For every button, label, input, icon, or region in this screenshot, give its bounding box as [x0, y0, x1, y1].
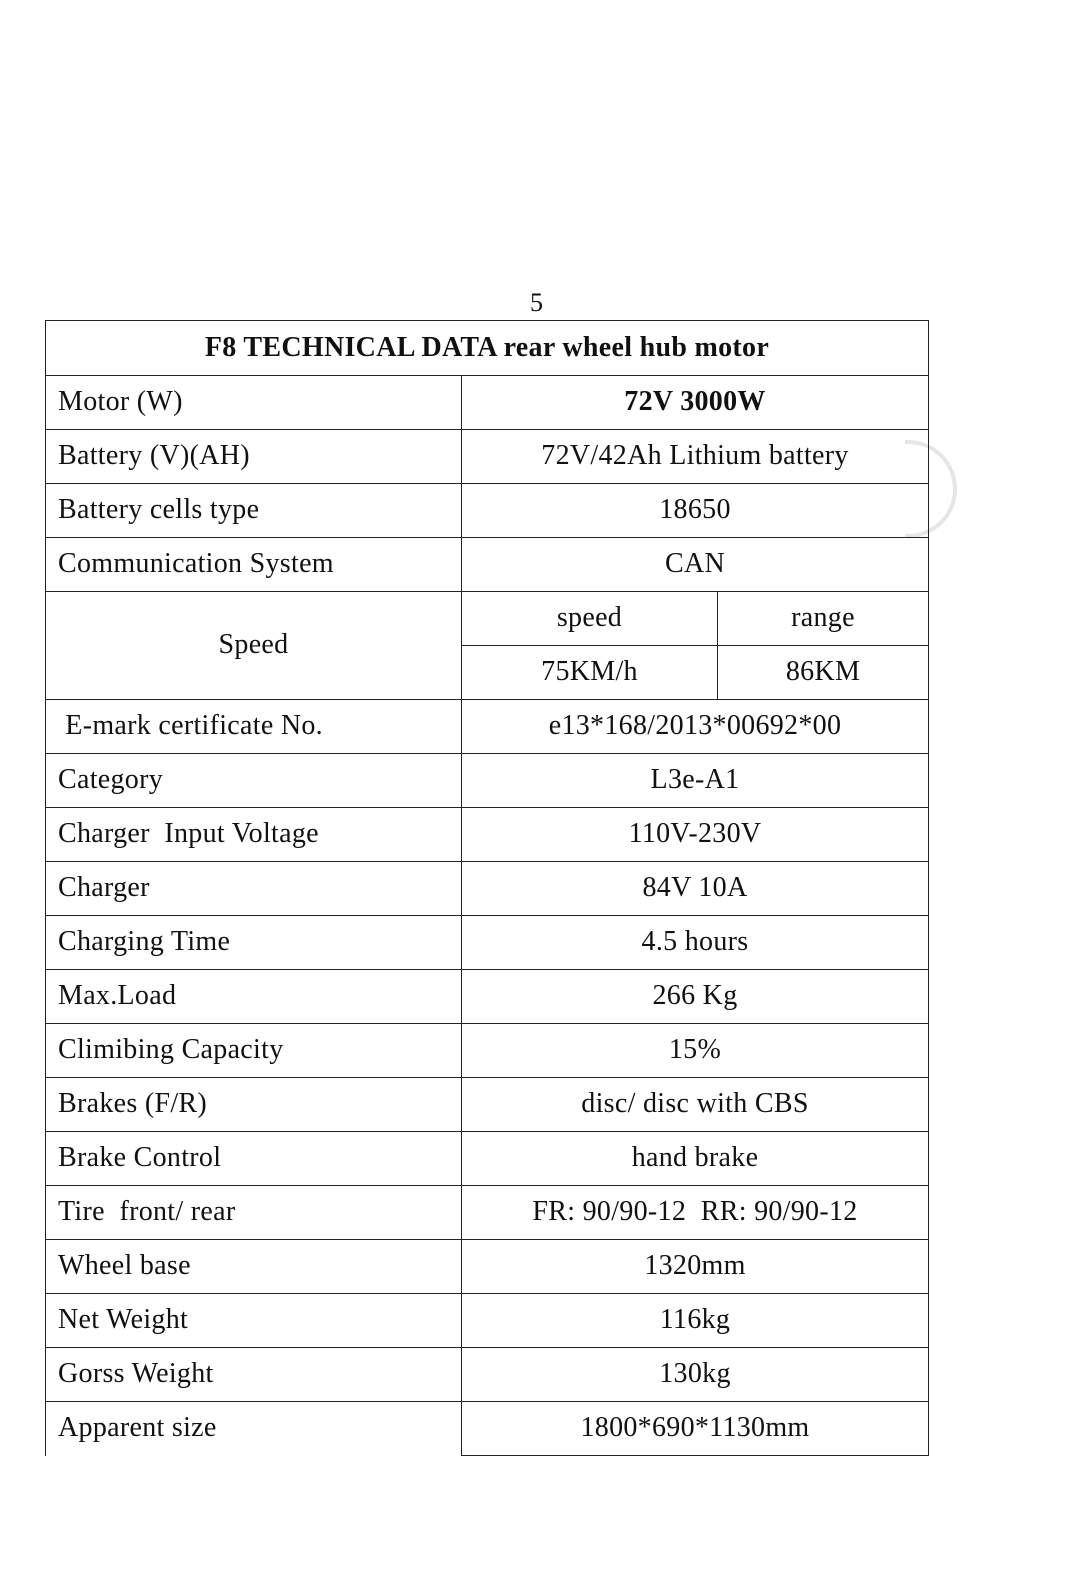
row-label-emark: E-mark certificate No.	[46, 700, 462, 754]
table-row	[46, 754, 929, 808]
range-value: 86KM	[718, 646, 929, 700]
table-row	[46, 430, 929, 484]
range-subheader: range	[718, 592, 929, 646]
technical-data-table	[45, 320, 929, 1456]
row-label-charging-time: Charging Time	[46, 916, 462, 970]
row-value-apparent-size: 1800*690*1130mm	[462, 1402, 929, 1456]
row-label-motor: Motor (W)	[46, 376, 462, 430]
row-label-category: Category	[46, 754, 462, 808]
row-label-battery: Battery (V)(AH)	[46, 430, 462, 484]
row-value-category: L3e-A1	[462, 754, 929, 808]
row-value-wheel-base: 1320mm	[462, 1240, 929, 1294]
row-value-brake-control: hand brake	[462, 1132, 929, 1186]
page-number: 5	[530, 288, 543, 317]
table-row	[46, 484, 929, 538]
row-label-gross-weight: Gorss Weight	[46, 1348, 462, 1402]
table-row	[46, 1240, 929, 1294]
row-label-climbing: Climibing Capacity	[46, 1024, 462, 1078]
table-title-row	[46, 321, 929, 376]
table-row	[46, 916, 929, 970]
row-value-communication: CAN	[462, 538, 929, 592]
row-label-wheel-base: Wheel base	[46, 1240, 462, 1294]
table-row	[46, 592, 929, 646]
row-value-climbing: 15%	[462, 1024, 929, 1078]
row-label-charger: Charger	[46, 862, 462, 916]
row-label-brakes: Brakes (F/R)	[46, 1078, 462, 1132]
row-label-tire: Tire front/ rear	[46, 1186, 462, 1240]
table-row	[46, 808, 929, 862]
table-title: F8 TECHNICAL DATA rear wheel hub motor	[46, 321, 929, 376]
row-value-brakes: disc/ disc with CBS	[462, 1078, 929, 1132]
row-label-apparent-size: Apparent size	[46, 1402, 462, 1456]
row-label-net-weight: Net Weight	[46, 1294, 462, 1348]
row-value-charger: 84V 10A	[462, 862, 929, 916]
table-row	[46, 376, 929, 430]
table-row	[46, 862, 929, 916]
row-value-emark: e13*168/2013*00692*00	[462, 700, 929, 754]
row-value-charger-input: 110V-230V	[462, 808, 929, 862]
speed-value: 75KM/h	[462, 646, 718, 700]
table-row	[46, 1024, 929, 1078]
row-label-cells: Battery cells type	[46, 484, 462, 538]
row-label-charger-input: Charger Input Voltage	[46, 808, 462, 862]
table-row	[46, 970, 929, 1024]
row-value-motor: 72V 3000W	[462, 376, 929, 430]
row-label-communication: Communication System	[46, 538, 462, 592]
table-row	[46, 1348, 929, 1402]
table-row	[46, 1186, 929, 1240]
row-value-charging-time: 4.5 hours	[462, 916, 929, 970]
speed-subheader: speed	[462, 592, 718, 646]
row-label-max-load: Max.Load	[46, 970, 462, 1024]
row-value-max-load: 266 Kg	[462, 970, 929, 1024]
table-row	[46, 700, 929, 754]
table-row	[46, 1294, 929, 1348]
table-row	[46, 538, 929, 592]
row-label-speed: Speed	[46, 592, 462, 700]
table-row	[46, 1078, 929, 1132]
table-row	[46, 1402, 929, 1456]
row-value-cells: 18650	[462, 484, 929, 538]
table-row	[46, 1132, 929, 1186]
row-value-battery: 72V/42Ah Lithium battery	[462, 430, 929, 484]
row-value-tire: FR: 90/90-12 RR: 90/90-12	[462, 1186, 929, 1240]
row-value-net-weight: 116kg	[462, 1294, 929, 1348]
row-label-brake-control: Brake Control	[46, 1132, 462, 1186]
row-value-gross-weight: 130kg	[462, 1348, 929, 1402]
